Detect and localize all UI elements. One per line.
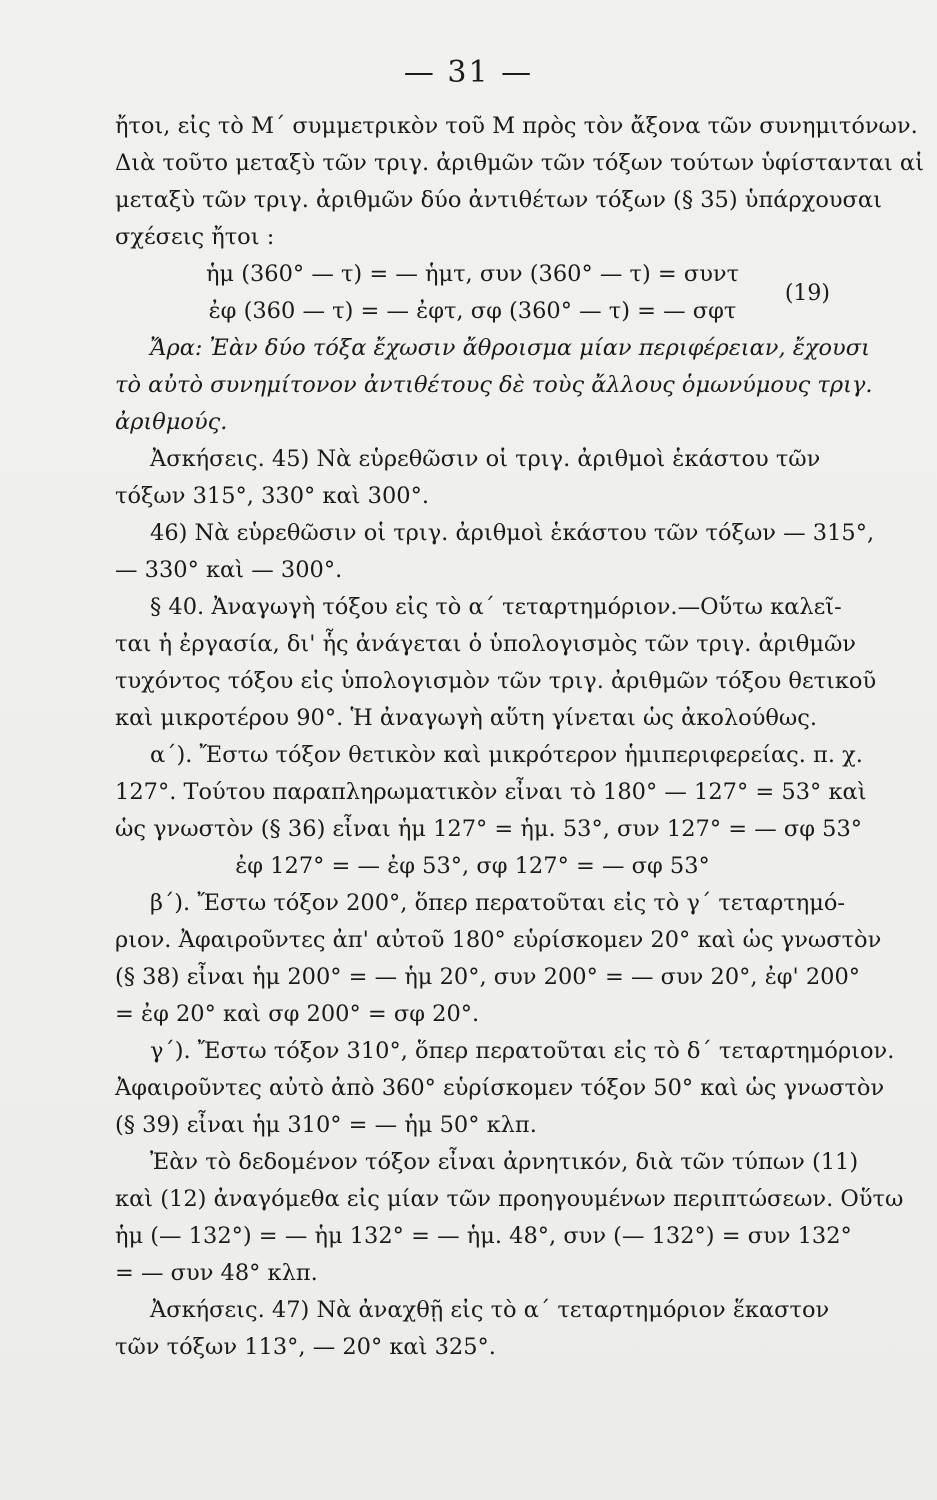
text-line: (§ 39) εἶναι ἡμ 310° = — ἡμ 50° κλπ.: [115, 1112, 537, 1138]
text-line: ται ἡ ἐργασία, δι' ἧς ἀνάγεται ὁ ὑπολογισμὸς τῶν τριγ. ἀριθμῶν: [115, 631, 856, 657]
text-line: μεταξὺ τῶν τριγ. ἀριθμῶν δύο ἀντιθέτων τόξων (§ 35) ὑπάρχουσαι: [115, 187, 882, 213]
section-heading-line: § 40. Ἀναγωγὴ τόξου εἰς τὸ α΄ τεταρτημόριον.—Οὕτω καλεῖ-: [150, 594, 842, 620]
text-line: τῶν τόξων 113°, — 20° καὶ 325°.: [115, 1334, 496, 1360]
page-number: — 31 —: [403, 55, 534, 90]
text-line: = ἐφ 20° καὶ σφ 200° = σφ 20°.: [115, 1001, 480, 1027]
text-line: ἤτοι, εἰς τὸ Μ΄ συμμετρικὸν τοῦ Μ πρὸς τὸν ἄξονα τῶν συνημιτόνων.: [115, 113, 918, 139]
text-line: ὡς γνωστὸν (§ 36) εἶναι ἡμ 127° = ἡμ. 53°, συν 127° = — σφ 53°: [115, 816, 863, 842]
text-line: ἀριθμούς.: [115, 409, 228, 435]
text-line: 46) Νὰ εὑρεθῶσιν οἱ τριγ. ἀριθμοὶ ἑκάστου τῶν τόξων — 315°,: [150, 520, 875, 546]
text-line: = — συν 48° κλπ.: [115, 1260, 318, 1286]
text-line: 127°. Τούτου παραπληρωματικὸν εἶναι τὸ 180° — 127° = 53° καὶ: [115, 779, 867, 805]
text-line: τὸ αὐτὸ συνημίτονον ἀντιθέτους δὲ τοὺς ἄλλους ὁμωνύμους τριγ.: [115, 372, 873, 398]
text-line: Ἄρα: Ἐὰν δύο τόξα ἔχωσιν ἄθροισμα μίαν περιφέρειαν, ἔχουσι: [150, 335, 870, 361]
equation-line: ἐφ (360 — τ) = — ἐφτ, σφ (360° — τ) = — σφτ: [208, 298, 737, 324]
text-line: σχέσεις ἤτοι :: [115, 224, 275, 250]
text-line: α΄). Ἔστω τόξον θετικὸν καὶ μικρότερον ἡμιπεριφερείας. π. χ.: [150, 742, 863, 768]
equation-row: [115, 281, 830, 330]
text-line: ριον. Ἀφαιροῦντες ἀπ' αὐτοῦ 180° εὑρίσκομεν 20° καὶ ὡς γνωστὸν: [115, 927, 882, 953]
text-line: καὶ μικροτέρου 90°. Ἡ ἀναγωγὴ αὕτη γίνεται ὡς ἀκολούθως.: [115, 705, 818, 731]
text-line: τόξων 315°, 330° καὶ 300°.: [115, 483, 429, 509]
text-line: Ἐὰν τὸ δεδομένον τόξον εἶναι ἀρνητικόν, διὰ τῶν τύπων (11): [150, 1149, 859, 1175]
text-line: — 330° καὶ — 300°.: [115, 557, 343, 583]
equation-number: (19): [784, 281, 830, 306]
text-line: γ΄). Ἔστω τόξον 310°, ὅπερ περατοῦται εἰς τὸ δ΄ τεταρτημόριον.: [150, 1038, 895, 1064]
exercise-heading-line: Ἀσκήσεις. 47) Νὰ ἀναχθῇ εἰς τὸ α΄ τεταρτημόριον ἕκαστον: [150, 1297, 830, 1323]
text-line: (§ 38) εἶναι ἡμ 200° = — ἡμ 20°, συν 200° = — συν 20°, ἐφ' 200°: [115, 964, 861, 990]
exercise-heading-line: Ἀσκήσεις. 45) Νὰ εὑρεθῶσιν οἱ τριγ. ἀριθμοὶ ἑκάστου τῶν: [150, 446, 821, 472]
page-body: [115, 108, 924, 1366]
text-line: τυχόντος τόξου εἰς ὑπολογισμὸν τῶν τριγ. ἀριθμῶν τόξου θετικοῦ: [115, 668, 877, 694]
text-line: β΄). Ἔστω τόξον 200°, ὅπερ περατοῦται εἰς τὸ γ΄ τεταρτημό-: [150, 890, 846, 916]
equation-line: ἡμ (360° — τ) = — ἡμτ, συν (360° — τ) = συντ: [205, 261, 740, 287]
text-line: ἡμ (— 132°) = — ἡμ 132° = — ἡμ. 48°, συν (— 132°) = συν 132°: [115, 1223, 852, 1249]
text-line: καὶ (12) ἀναγόμεθα εἰς μίαν τῶν προηγουμένων περιπτώσεων. Οὕτω: [115, 1186, 904, 1212]
text-line: Ἀφαιροῦντες αὐτὸ ἀπὸ 360° εὑρίσκομεν τόξον 50° καὶ ὡς γνωστὸν: [115, 1075, 885, 1101]
equation-line: ἐφ 127° = — ἐφ 53°, σφ 127° = — σφ 53°: [235, 853, 710, 879]
text-line: Διὰ τοῦτο μεταξὺ τῶν τριγ. ἀριθμῶν τῶν τόξων τούτων ὑφίστανται αἱ: [115, 150, 924, 176]
